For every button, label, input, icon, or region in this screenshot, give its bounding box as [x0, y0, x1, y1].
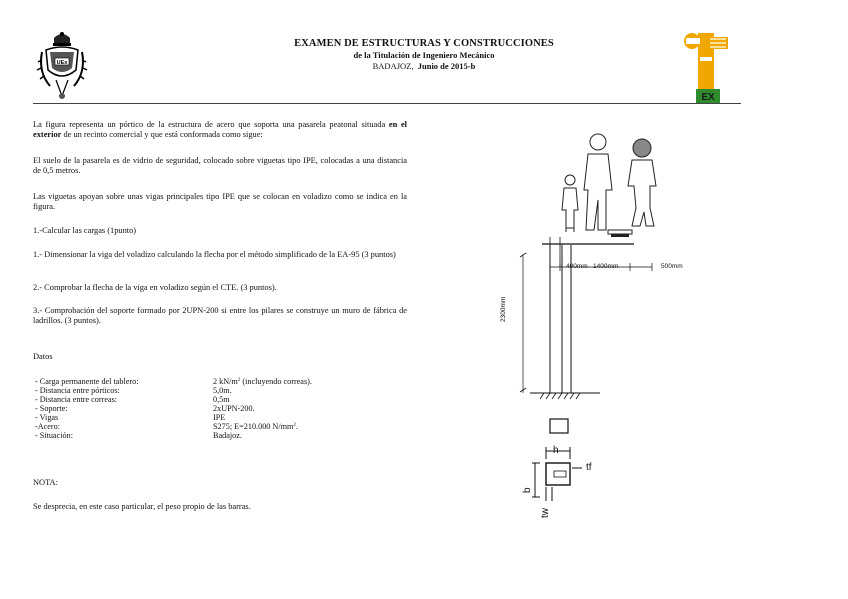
datos-label: -Acero: — [35, 422, 61, 431]
section-b-label: b — [522, 487, 533, 493]
question-3: 2.- Comprobar la flecha de la viga en voladizo según el CTE. (3 puntos). — [33, 283, 277, 292]
header-divider — [33, 103, 741, 104]
nota-heading: NOTA: — [33, 478, 58, 487]
dim-500mm: 500mm — [661, 263, 683, 270]
datos-value: 2 $kN/m^2$ (incluyendo correas). — [213, 377, 312, 386]
floor-paragraph: El suelo de la pasarela es de vidrio de seguridad, colocado sobre viguetas tipo IPE, colocadas a una distancia de 0,5 metros. — [33, 156, 407, 175]
datos-value: 0,5m — [213, 395, 230, 404]
datos-label: - Vigas — [35, 413, 59, 422]
datos-value: Badajoz. — [213, 431, 242, 440]
beams-paragraph: Las viguetas apoyan sobre unas vigas principales tipo IPE que se colocan en voladizo como se indica en la figura. — [33, 192, 407, 211]
datos-label: - Distancia entre correas: — [35, 395, 118, 404]
section-tf-label: tf — [586, 462, 592, 473]
nota-text: Se desprecia, en este caso particular, el peso propio de las barras. — [33, 502, 251, 511]
section-h-label: h — [553, 445, 559, 456]
question-4: 3.- Comprobación del soporte formado por 2UPN-200 si entre los pilares se construye un muro de fábrica de ladrillos. (3 puntos). — [33, 306, 407, 325]
school-logo — [682, 27, 732, 105]
question-1: 1.-Calcular las cargas (1punto) — [33, 226, 137, 235]
datos-value: 2xUPN-200. — [213, 404, 255, 413]
datos-value: 5,0m. — [213, 386, 232, 395]
intro-paragraph: La figura representa un pórtico de la estructura de acero que soporta una pasarela peatonal situada en el exterior de un recinto comercial y que está conformada como sigue: — [33, 120, 407, 139]
exam-date: Junio de 2015-b — [417, 61, 476, 71]
datos-heading: Datos — [33, 352, 53, 361]
svg-text:EX: EX — [701, 92, 715, 103]
section-tw-label: tw — [540, 508, 551, 518]
datos-label: - Distancia entre pórticos: — [35, 386, 120, 395]
datos-value: IPE — [213, 413, 226, 422]
datos-label: - Carga permanente del tablero: — [35, 377, 139, 386]
datos-label: - Situación: — [35, 431, 73, 440]
exam-subtitle: de la Titulación de Ingeniero Mecánico — [353, 50, 495, 60]
exam-title: EXAMEN DE ESTRUCTURAS Y CONSTRUCCIONES — [294, 38, 554, 49]
frame-drawing — [510, 225, 720, 525]
dim-400mm: 400mm — [566, 263, 588, 270]
datos-label: - Soporte: — [35, 404, 68, 413]
exam-place: BADAJOZ, — [372, 61, 414, 71]
svg-text:UEx: UEx — [56, 60, 68, 66]
question-2: 1.- Dimensionar la viga del voladizo calculando la flecha por el método simplificado de la EA-95 (3 puntos) — [33, 250, 396, 259]
datos-value: S275; E=210.000 $N/mm^2$. — [213, 422, 298, 431]
dim-1400mm: 1400mm — [593, 263, 619, 270]
dim-height-label: 2300mm — [500, 296, 507, 322]
